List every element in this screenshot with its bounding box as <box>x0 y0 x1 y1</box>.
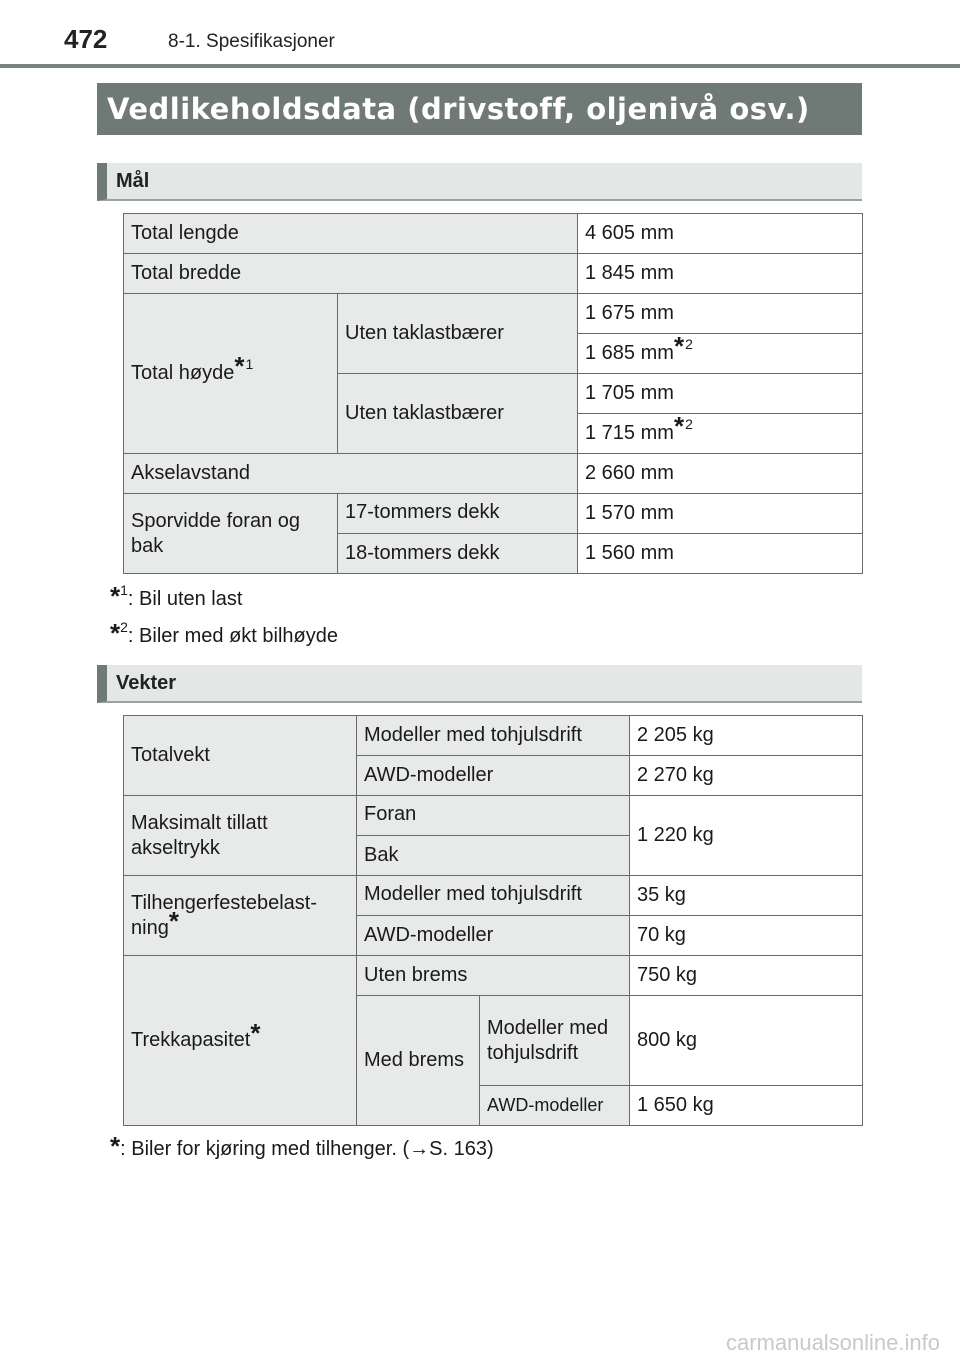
footnote-marker: * <box>234 351 245 381</box>
total-length-label: Total lengde <box>124 214 578 254</box>
total-weight-row-value: 2 205 kg <box>630 716 863 756</box>
footnote-trailer: *: Biler for kjøring med tilhenger. (→S. 163) <box>110 1131 494 1161</box>
hitch-row-label: Modeller med tohjulsdrift <box>357 876 630 916</box>
towing-braked-row-label: Modeller med tohjulsdrift <box>480 996 630 1086</box>
weights-heading: Vekter <box>97 665 862 703</box>
footnote-marker-number: 1 <box>245 356 254 372</box>
towing-capacity-label: Trekkapasitet* <box>124 956 357 1126</box>
towing-braked-row-value: 1 650 kg <box>630 1086 863 1126</box>
footnote-marker-number: 2 <box>685 416 693 432</box>
track-row-value: 1 560 mm <box>578 534 863 574</box>
height-value: 1 685 $mm^{*2}$ <box>578 334 863 374</box>
table-row <box>124 716 863 756</box>
table-row <box>124 796 863 836</box>
table-row <box>124 494 863 534</box>
table-row <box>124 956 863 996</box>
page-title: Vedlikeholdsdata (drivstoff, oljenivå osv.) <box>97 83 862 135</box>
hitch-row-value: 70 kg <box>630 916 863 956</box>
watermark: carmanualsonline.info <box>725 1330 940 1355</box>
footnote-1: *$^1$: Bil uten last <box>110 581 243 611</box>
height-group-label: Uten taklastbærer <box>338 374 578 454</box>
track-row-value: 1 570 mm <box>578 494 863 534</box>
axle-load-value: 1 220 kg <box>630 796 863 876</box>
total-height-label: Total høyde$^{*1}$ <box>124 294 338 454</box>
footnote-marker: * <box>673 331 685 361</box>
footnote-asterisk: * <box>110 1131 121 1161</box>
track-row-label: 18-tommers dekk <box>338 534 578 574</box>
track-row-label: 17-tommers dekk <box>338 494 578 534</box>
hitch-row-value: 35 kg <box>630 876 863 916</box>
towing-braked-label: Med brems <box>357 996 480 1126</box>
total-length-value: 4 605 mm <box>578 214 863 254</box>
hitch-load-label: Tilhengerfestebelast- ning* <box>124 876 357 956</box>
towing-unbraked-label: Uten brems <box>357 956 630 996</box>
footnote-asterisk: * <box>110 618 121 648</box>
total-weight-row-value: 2 270 kg <box>630 756 863 796</box>
page-number: 472 <box>64 24 108 54</box>
height-value: 1 705 mm <box>578 374 863 414</box>
wheelbase-value: 2 660 mm <box>578 454 863 494</box>
footnote-2: *$^2$: Biler med økt bilhøyde <box>110 618 338 648</box>
dimensions-heading: Mål <box>97 163 862 201</box>
footnote-asterisk: * <box>110 581 121 611</box>
footnote-marker: * <box>673 411 685 441</box>
footnote-marker: * <box>250 1018 261 1048</box>
towing-braked-row-value: 800 kg <box>630 996 863 1086</box>
header-rule <box>0 64 960 68</box>
height-value: 1 675 mm <box>578 294 863 334</box>
wheelbase-label: Akselavstand <box>124 454 578 494</box>
height-group-label: Uten taklastbærer <box>338 294 578 374</box>
weights-table <box>123 715 863 1126</box>
table-row <box>124 454 863 494</box>
arrow-right-icon: → <box>409 1138 430 1160</box>
total-width-label: Total bredde <box>124 254 578 294</box>
hitch-row-label: AWD-modeller <box>357 916 630 956</box>
table-row <box>124 214 863 254</box>
table-row <box>124 254 863 294</box>
height-value: 1 715 $mm^{*2}$ <box>578 414 863 454</box>
table-row <box>124 876 863 916</box>
section-path: 8-1. Spesifikasjoner <box>168 31 335 52</box>
footnote-marker-number: 2 <box>685 336 693 352</box>
axle-load-row-label: Bak <box>357 836 630 876</box>
footnote-marker: * <box>168 905 179 936</box>
towing-unbraked-value: 750 kg <box>630 956 863 996</box>
table-row <box>124 294 863 334</box>
axle-load-row-label: Foran <box>357 796 630 836</box>
page-reference-link[interactable]: S. 163) <box>429 1138 494 1160</box>
total-weight-label: Totalvekt <box>124 716 357 796</box>
total-weight-row-label: Modeller med tohjulsdrift <box>357 716 630 756</box>
axle-load-label: Maksimalt tillatt akseltrykk <box>124 796 357 876</box>
dimensions-table <box>123 213 863 574</box>
track-label: Sporvidde foran og bak <box>124 494 338 574</box>
towing-braked-row-label: AWD-modeller <box>480 1086 630 1126</box>
total-weight-row-label: AWD-modeller <box>357 756 630 796</box>
total-width-value: 1 845 mm <box>578 254 863 294</box>
